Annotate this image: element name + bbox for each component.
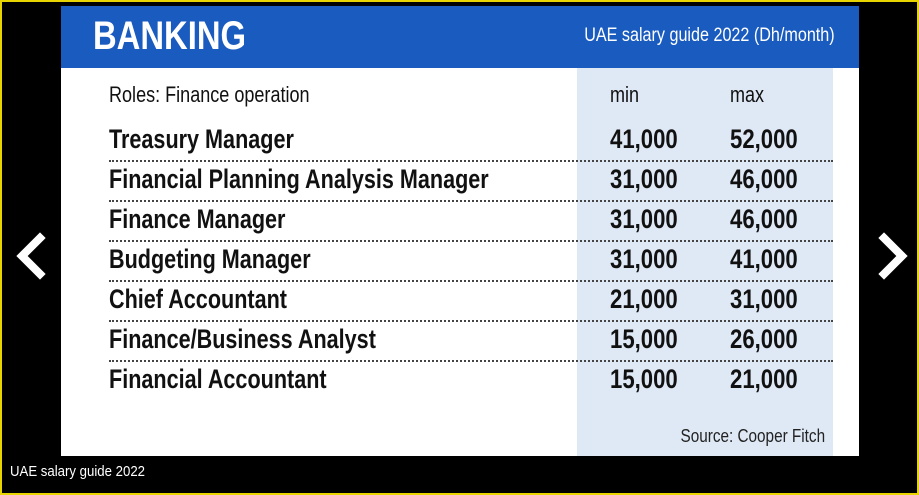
role-name: Chief Accountant — [109, 284, 287, 314]
max-salary: 46,000 — [730, 164, 798, 194]
min-salary: 31,000 — [610, 164, 678, 194]
max-salary: 26,000 — [730, 324, 798, 354]
min-salary: 31,000 — [610, 204, 678, 234]
min-salary: 15,000 — [610, 364, 678, 394]
table-row — [109, 362, 833, 402]
max-salary: 46,000 — [730, 204, 798, 234]
next-slide-button[interactable] — [870, 230, 916, 282]
table-row — [109, 202, 833, 242]
card-subtitle: UAE salary guide 2022 (Dh/month) — [584, 25, 835, 46]
role-name: Budgeting Manager — [109, 244, 311, 274]
table-row — [109, 162, 833, 202]
table-row — [109, 122, 833, 162]
salary-card — [61, 6, 859, 456]
min-salary: 41,000 — [610, 124, 678, 154]
roles-heading: Roles: Finance operation — [109, 82, 310, 107]
max-salary: 41,000 — [730, 244, 798, 274]
table-row — [109, 322, 833, 362]
table-row — [109, 282, 833, 322]
chevron-left-icon — [8, 230, 54, 282]
source-note: Source: Cooper Fitch — [680, 426, 825, 446]
min-column-header: min — [610, 82, 640, 107]
max-salary: 52,000 — [730, 124, 798, 154]
chevron-right-icon — [870, 230, 916, 282]
role-name: Treasury Manager — [109, 124, 294, 154]
role-name: Financial Accountant — [109, 364, 327, 394]
card-title: BANKING — [93, 14, 247, 58]
image-caption: UAE salary guide 2022 — [10, 463, 146, 480]
max-salary: 21,000 — [730, 364, 798, 394]
role-name: Finance/Business Analyst — [109, 324, 376, 354]
min-salary: 15,000 — [610, 324, 678, 354]
max-salary: 31,000 — [730, 284, 798, 314]
role-name: Financial Planning Analysis Manager — [109, 164, 489, 194]
table-row — [109, 242, 833, 282]
card-header — [61, 6, 859, 68]
min-salary: 31,000 — [610, 244, 678, 274]
max-column-header: max — [730, 82, 765, 107]
role-name: Finance Manager — [109, 204, 286, 234]
previous-slide-button[interactable] — [8, 230, 54, 282]
min-salary: 21,000 — [610, 284, 678, 314]
